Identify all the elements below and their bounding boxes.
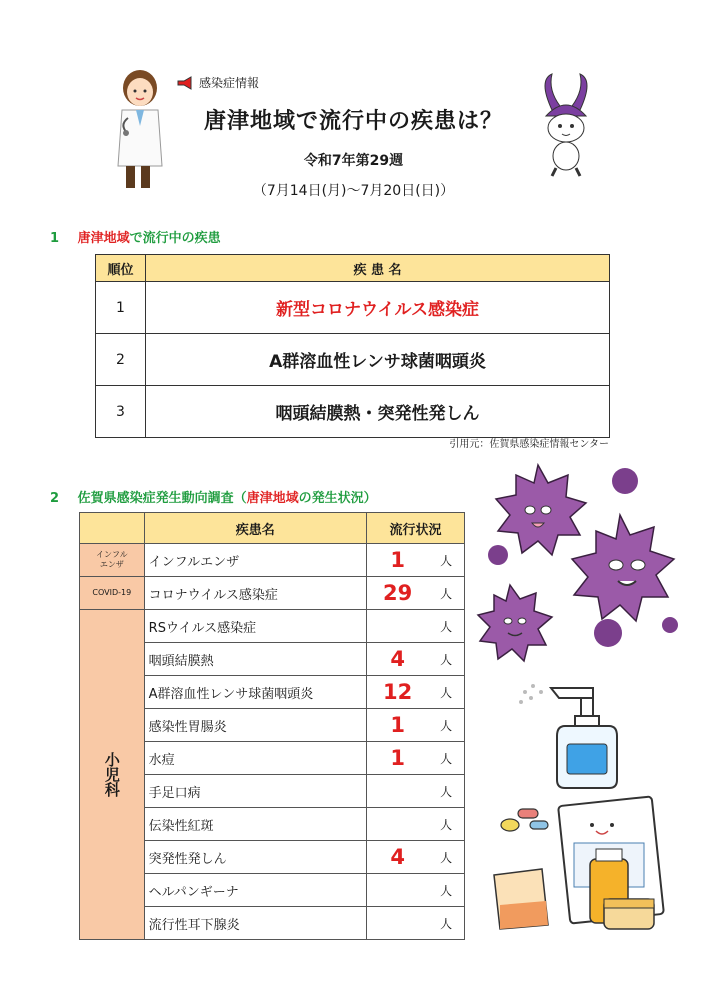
disease-name: 突発性発しん [144,841,366,874]
disease-name: ヘルパンギーナ [144,874,366,907]
disease-column-header: 疾 患 名 [146,255,610,282]
category-influenza [80,544,145,577]
disease-name: 伝染性紅斑 [144,808,366,841]
surveillance-table [79,512,465,940]
case-count: 1 [366,709,428,742]
medicine-illustration [492,795,672,945]
section2-title-region: 唐津地域 [246,491,299,506]
section1-title-region: 唐津地域 [77,231,130,246]
report-period: （7月14日(月)～7月20日(日)） [252,183,455,199]
table-row [96,282,610,334]
case-count [366,874,428,907]
case-count: 1 [366,544,428,577]
category-pediatric-char: 科 [102,782,121,797]
table-row [96,386,610,438]
category-column-header [80,513,145,544]
disease-cell: 新型コロナウイルス感染症 [146,282,610,334]
table-row [96,334,610,386]
category-pediatric [80,610,145,940]
disease-cell: A群溶血性レンサ球菌咽頭炎 [146,334,610,386]
table-row [80,577,465,610]
case-unit: 人 [428,742,464,775]
disease-name: RSウイルス感染症 [144,610,366,643]
section2-number: 2 [50,491,60,506]
case-unit: 人 [428,874,464,907]
status-column-header: 流行状況 [366,513,464,544]
case-unit: 人 [428,907,464,940]
category-pediatric-char: 児 [102,767,121,782]
case-unit: 人 [428,544,464,577]
case-unit: 人 [428,775,464,808]
case-count: 4 [366,643,428,676]
mascot-illustration [534,70,598,180]
virus-illustration [470,455,685,670]
table-header-row [96,255,610,282]
report-week: 令和7年第29週 [303,153,404,169]
case-count [366,907,428,940]
case-count: 1 [366,742,428,775]
case-count: 29 [366,577,428,610]
case-unit: 人 [428,643,464,676]
info-tag-label: 感染症情報 [199,76,260,90]
disease-cell: 咽頭結膜熱・突発性発しん [146,386,610,438]
rank-cell: 1 [96,282,146,334]
category-influenza-line1: インフル [95,550,128,559]
disease-name: 感染性胃腸炎 [144,709,366,742]
case-unit: 人 [428,808,464,841]
case-unit: 人 [428,709,464,742]
disease-name: 咽頭結膜熱 [144,643,366,676]
case-count: 12 [366,676,428,709]
case-unit: 人 [428,841,464,874]
disease-name: インフルエンザ [144,544,366,577]
megaphone-icon [176,76,194,90]
case-count [366,808,428,841]
rank-column-header: 順位 [96,255,146,282]
case-unit: 人 [428,676,464,709]
top-diseases-table [95,254,610,438]
info-tag [176,74,259,91]
case-count: 4 [366,841,428,874]
disease-name: 手足口病 [144,775,366,808]
sanitizer-illustration [515,672,635,792]
table-header-row [80,513,465,544]
table-row [80,544,465,577]
section2-heading [50,487,377,506]
case-count [366,775,428,808]
table-row [80,610,465,643]
section1-title-rest: で流行中の疾患 [129,231,221,246]
category-influenza-line2: エンザ [99,560,124,569]
section1-number: 1 [50,231,60,246]
case-unit: 人 [428,610,464,643]
disease-name: A群溶血性レンサ球菌咽頭炎 [144,676,366,709]
page-title: 唐津地域で流行中の疾患は？ [203,109,503,134]
rank-cell: 3 [96,386,146,438]
citation: 引用元：佐賀県感染症情報センター [449,439,609,450]
case-unit: 人 [428,577,464,610]
disease-name-column-header: 疾患名 [144,513,366,544]
disease-name: 水痘 [144,742,366,775]
category-covid: COVID-19 [80,577,145,610]
section1-heading [50,227,221,246]
section2-title-b: の発生状況） [298,491,377,506]
disease-name: 流行性耳下腺炎 [144,907,366,940]
case-count [366,610,428,643]
section2-title-a: 佐賀県感染症発生動向調査（ [77,491,247,506]
rank-cell: 2 [96,334,146,386]
disease-name: コロナウイルス感染症 [144,577,366,610]
category-pediatric-char: 小 [102,752,121,767]
